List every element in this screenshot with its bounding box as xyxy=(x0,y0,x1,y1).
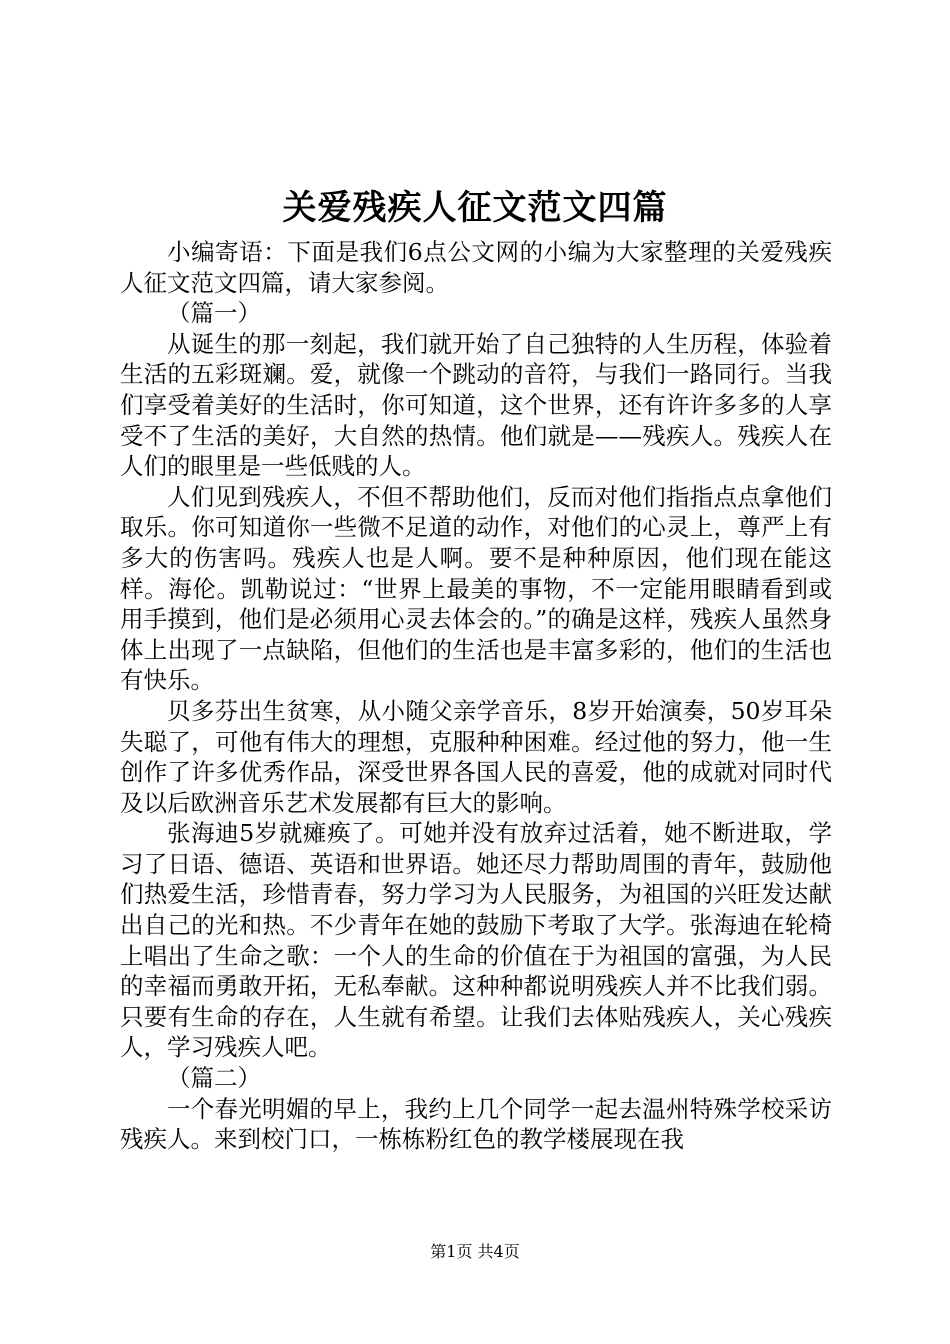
body-paragraph: 一个春光明媚的早上，我约上几个同学一起去温州特殊学校采访残疾人。来到校门口，一栋栋粉红色的教学楼展现在我 xyxy=(120,1094,832,1154)
intro-paragraph: 小编寄语：下面是我们6点公文网的小编为大家整理的关爱残疾人征文范文四篇，请大家参阅。 xyxy=(120,238,832,297)
section-heading-1: （篇一） xyxy=(167,299,261,328)
document-body xyxy=(120,237,832,1155)
body-paragraph: 张海迪5岁就瘫痪了。可她并没有放弃过活着，她不断进取，学习了日语、德语、英语和世界语。她还尽力帮助周围的青年，鼓励他们热爱生活，珍惜青春，努力学习为人民服务，为祖国的兴旺发达献出自己的光和热。不少青年在她的鼓励下考取了大学。张海迪在轮椅上唱出了生命之歌：一个人的生命的价值在于为祖国的富强，为人民的幸福而勇敢开拓，无私奉献。这种种都说明残疾人并不比我们弱。只要有生命的存在，人生就有希望。让我们去体贴残疾人，关心残疾人，学习残疾人吧。 xyxy=(120,819,832,1062)
document-title: 关爱残疾人征文范文四篇 xyxy=(282,188,668,228)
body-paragraph: 人们见到残疾人，不但不帮助他们，反而对他们指指点点拿他们取乐。你可知道你一些微不足道的动作，对他们的心灵上，尊严上有多大的伤害吗。残疾人也是人啊。要不是种种原因，他们现在能这样。海伦。凯勒说过：“世界上最美的事物，不一定能用眼睛看到或用手摸到，他们是必须用心灵去体会的。”的确是这样，残疾人虽然身体上出现了一点缺陷，但他们的生活也是丰富多彩的，他们的生活也有快乐。 xyxy=(120,482,832,695)
body-paragraph: 从诞生的那一刻起，我们就开始了自己独特的人生历程，体验着生活的五彩斑斓。爱，就像一个跳动的音符，与我们一路同行。当我们享受着美好的生活时，你可知道，这个世界，还有许许多多的人享受不了生活的美好，大自然的热情。他们就是——残疾人。残疾人在人们的眼里是一些低贱的人。 xyxy=(120,329,832,481)
page-footer: 第1页 共4页 xyxy=(430,1242,520,1261)
section-heading-2: （篇二） xyxy=(167,1064,261,1093)
body-paragraph: 贝多芬出生贫寒，从小随父亲学音乐，8岁开始演奏，50岁耳朵失聪了，可他有伟大的理想，克服种种困难。经过他的努力，他一生创作了许多优秀作品，深受世界各国人民的喜爱，他的成就对同时代及以后欧洲音乐艺术发展都有巨大的影响。 xyxy=(120,696,832,817)
